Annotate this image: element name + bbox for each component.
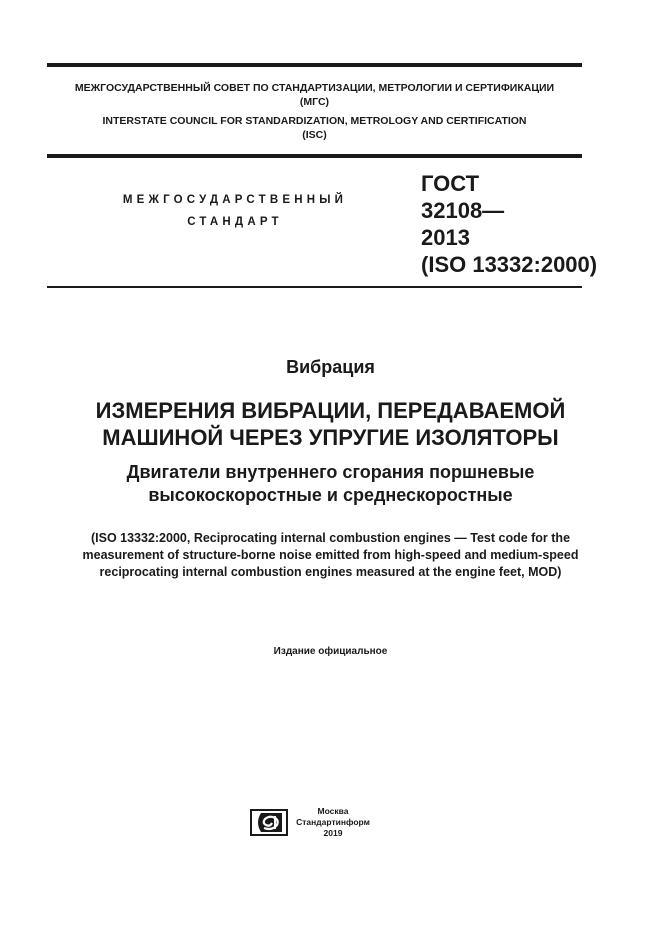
gost-number: 32108— (421, 198, 505, 223)
gost-year: 2013 (421, 225, 470, 250)
council-header (47, 81, 582, 142)
standard-type-line1: МЕЖГОСУДАРСТВЕННЫЙ (122, 194, 348, 206)
standard-type-line2: СТАНДАРТ (187, 216, 283, 228)
gost-label: ГОСТ (421, 171, 480, 196)
edition-note: Издание официальное (273, 646, 388, 657)
main-title-line1: ИЗМЕРЕНИЯ ВИБРАЦИИ, ПЕРЕДАВАЕМОЙ (95, 398, 566, 423)
main-title-line2: МАШИНОЙ ЧЕРЕЗ УПРУГИЕ ИЗОЛЯТОРЫ (102, 425, 559, 450)
iso-reference (40, 530, 621, 581)
imprint-year: 2019 (323, 828, 343, 838)
council-abbr-en: (ISC) (302, 129, 327, 141)
top-rule (47, 63, 582, 67)
topic-title: Вибрация (286, 357, 375, 377)
header-divider (47, 154, 582, 158)
council-abbr-ru: (МГС) (299, 96, 330, 108)
council-name-en: INTERSTATE COUNCIL FOR STANDARDIZATION, METROLOGY AND CERTIFICATION (102, 115, 527, 127)
council-name-ru: МЕЖГОСУДАРСТВЕННЫЙ СОВЕТ ПО СТАНДАРТИЗАЦИИ, МЕТРОЛОГИИ И СЕРТИФИКАЦИИ (74, 82, 555, 94)
gost-iso-ref: (ISO 13332:2000) (421, 252, 598, 277)
subtitle-line2: высокоскоростные и среднескоростные (148, 485, 513, 505)
imprint-city: Москва (317, 806, 349, 816)
gost-designation (421, 170, 597, 278)
subtitle-line1: Двигатели внутреннего сгорания поршневые (126, 462, 535, 482)
imprint (294, 806, 372, 839)
standard-type (100, 189, 370, 233)
subtitle (40, 461, 621, 507)
iso-line1: (ISO 13332:2000, Reciprocating internal combustion engines — Test code for the (90, 531, 571, 545)
title-divider (47, 286, 582, 288)
iso-line2: measurement of structure-borne noise emitted from high-speed and medium-speed (82, 548, 579, 562)
iso-line3: reciprocating internal combustion engines measured at the engine feet, MOD) (99, 565, 562, 579)
standartinform-logo-icon (250, 809, 288, 836)
imprint-publisher: Стандартинформ (296, 817, 370, 827)
main-title (40, 397, 621, 451)
